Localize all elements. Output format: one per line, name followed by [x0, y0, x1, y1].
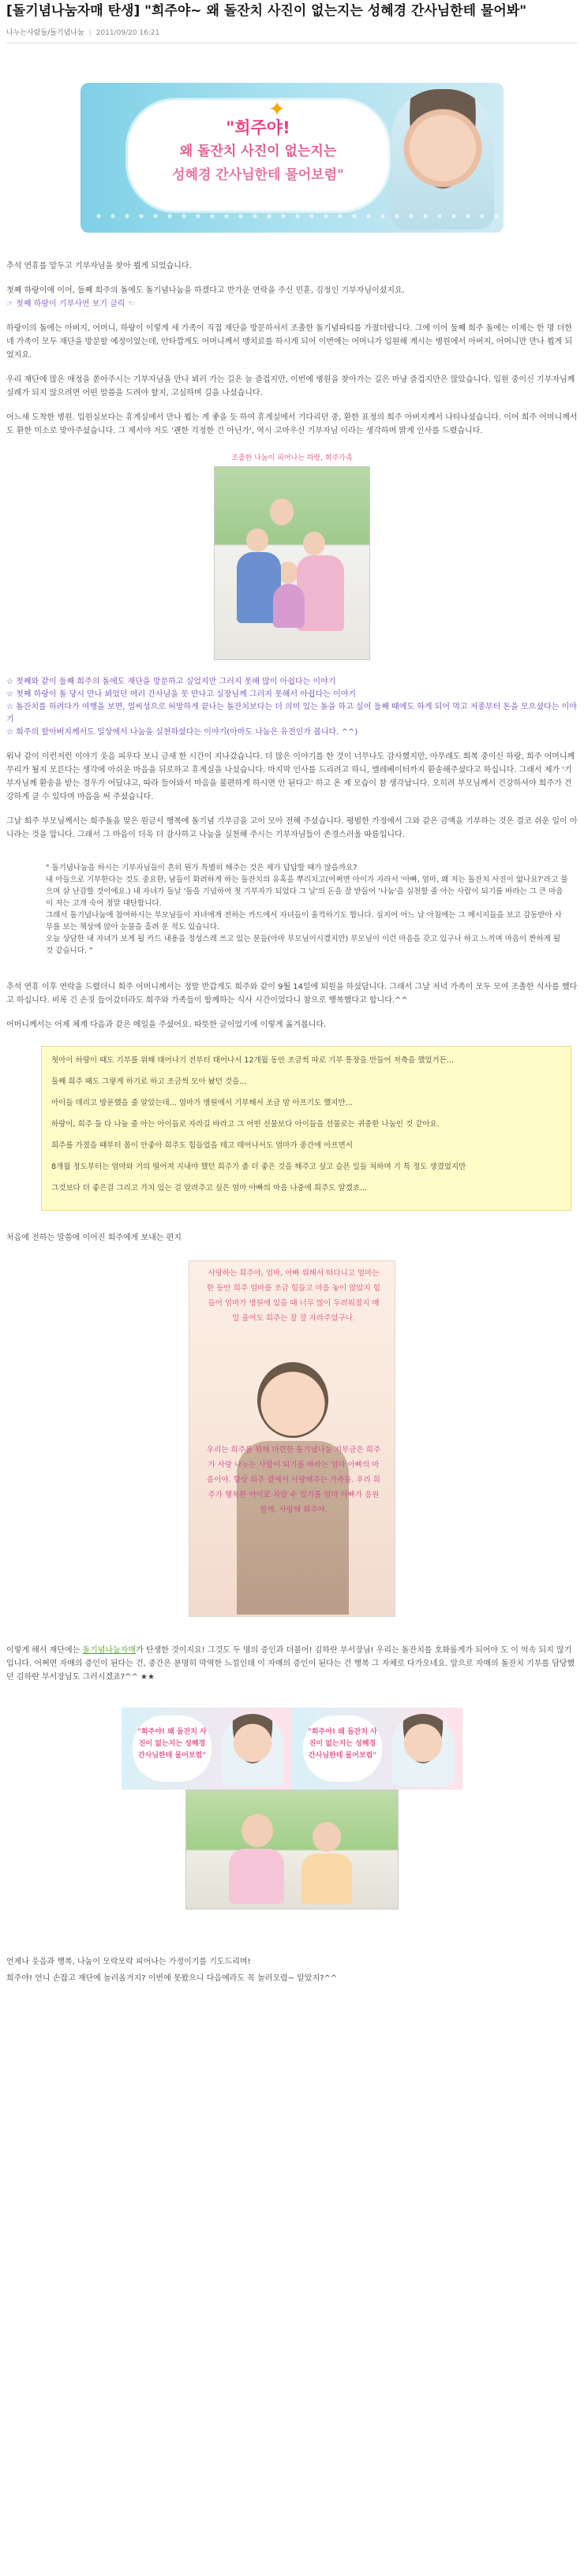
party-horn-icon: ✦: [268, 97, 286, 121]
family-photo: [214, 466, 370, 660]
post-date: 2011/09/20 16:21: [95, 29, 160, 37]
paragraph: 추석 연휴 이후 연락을 드렸더니 희주 어머니께서는 정말 반갑게도 희주와 같이 9월 14일에 퇴원을 하셨답니다. 그래서 그날 저녁 가족이 모두 모여 조촐한 식사를 했다고 하십니다. 비록 긴 손짓 들어갔더라도 희주와 가족들이 함께하는 식사 시간이었다니 참으로 행복했다고 합니다.^^: [6, 982, 578, 1005]
previous-story-link[interactable]: ☞ 첫째 하랑이 기부사연 보기 클릭 ☜: [6, 299, 135, 308]
mini-banner-text: "희주야! 왜 돌잔치 사진이 없는지는 성혜경 간사님한테 물어보렴": [137, 1727, 207, 1760]
mini-banner-left: [122, 1708, 292, 1790]
mini-banner-right: [292, 1708, 462, 1790]
paragraph: 언제나 웃음과 행복, 나눔이 모락모락 피어나는 가정이기를 기도드리며!: [6, 1957, 251, 1966]
photo-caption: 조촐한 나눔이 피어나는 하랑, 희주가족: [231, 454, 353, 462]
category-link[interactable]: 나누는사람들/돌기념나눔: [6, 29, 84, 37]
letter-text-bottom: 우리는 희주를 위해 마련한 돌기념나눔 기부금은 희주가 사랑 나누는 사람이 되기를 바라는 엄마 아빠의 마음이야. 항상 희주 곁에서 사랑해주는 가족들. 우리 희주가 행복한 아이로 자랄 수 있기를 엄마 아빠가 응원할께. 사랑해 희주야.: [207, 1445, 381, 1514]
hero-text: [152, 116, 365, 187]
email-line: 하랑이, 희주 둘 다 나눌 줄 아는 아이들로 자라길 바라고 그 어떤 선물보다 아이들을 선물로는 귀중한 나눔인 것 같아요.: [51, 1119, 440, 1129]
dots-decoration: [92, 209, 502, 225]
paragraph: 어머니께서는 어제 체계 다음과 같은 메일을 주셨어요. 따뜻한 글이었기에 이렇게 옮겨봅니다.: [6, 1020, 327, 1029]
sisters-link[interactable]: 돌기념나눔자매: [82, 1645, 137, 1655]
email-line: 첫아이 하랑이 때도 기부를 위해 태어나기 전부터 태어나서 12개월 동안 조금씩 따로 기부 통장을 만들어 저축을 했었거든...: [51, 1055, 454, 1065]
post-meta: 나누는사람들/돌기념나눔 | 2011/09/20 16:21: [6, 28, 578, 43]
email-line: 희주를 가졌을 때부터 몸이 안좋아 희주도 힘들었을 테고 태어나서도 엄마가 중간에 아프면서: [51, 1141, 353, 1150]
post-title: [돌기념나눔자매 탄생] "희주야~ 왜 돌잔치 사진이 없는지는 성혜경 간사님한테 물어봐": [6, 3, 527, 19]
list-item: ☆ 첫째 하랑이 돌 당시 만나 뵈었던 여러 간사님을 못 만나고 실장님께 그러지 못해서 아쉽다는 이야기: [6, 689, 357, 699]
baby-face: [257, 1362, 328, 1438]
bullet-list: [6, 676, 578, 739]
letter-text-top: 사랑하는 희주야, 엄마, 아빠 위해서 떠다니고 엄마는 한 동안 희주 엄마를 조금 힘들고 마음 놓이 않았지 힘들어 엄마가 병원에 있을 때 너무 많이 두려워졌지 매일 울어도 희주는 잘 잘 자라주었구나.: [207, 1268, 380, 1323]
hero-banner: [80, 83, 504, 233]
list-item: ☆ 첫째와 같이 둘째 희주의 돌에도 재단을 방문하고 싶었지만 그러지 못해 많이 아쉽다는 이야기: [6, 677, 336, 686]
paragraph: 이렇게 해서 재단에는 돌기념나눔자매가 탄생한 것이지요! 그것도 두 명의 증인과 더불어! 김하란 부서장님! 우리는 돌잔치를 호화롭게가 되어야 도 이 억속 되지 않기입니다. 어쩌면 자매의 증인이 된다는 건, 중간은 분명히 막역한 느낌인데 이 자매의 증인이 된다는 건 행복 그 자체로 다가오네요. 앞으로 자매의 돌잔치 기부를 담당했던 김하란 부서장님도 그러시겠죠?^^ ★★: [6, 1645, 575, 1682]
paragraph: 첫째 하랑이에 이어, 둘째 희주의 돌에도 돌기념나눔을 하겠다고 반가운 연락을 주신 민훈, 김정인 기부자님이셨지요. ☞ 첫째 하랑이 기부사연 보기 클릭 ☜: [6, 286, 405, 308]
paragraph: 희주야! 언니 손잡고 재단에 놀러올거지? 이번에 못왔으니 다음에라도 꼭 놀러오렴~ 알았지?^^: [6, 1973, 338, 1983]
paragraph: 우리 재단에 많은 애정을 쏟아주시는 기부자님을 만나 뵈러 가는 길은 늘 즐겁지만, 이번에 병원을 찾아가는 길은 마냥 즐겁지만은 않았습니다. 입원 중이신 기부자님께 실례가 되지 않으려면 어떤 말씀을 드려야 할지, 고심하며 길을 나섰습니다.: [6, 375, 575, 398]
mini-banner-text: "희주야! 왜 돌잔치 사진이 없는지는 성혜경 간사님한테 물어보렴": [308, 1727, 377, 1760]
banner-row: [122, 1708, 462, 1790]
letter-image: [189, 1260, 395, 1617]
list-item: ☆ 돌잔치를 하려다가 여행을 보면, 얼씨성으로 허망하게 끝나는 돌잔치보다는 더 의미 있는 돌을 하고 싶어 둘째 때에도 하게 되어 먹고 저종부터 돈을 모으셨다는 이야기: [6, 702, 577, 724]
hero-line-2: 왜 돌잔치 사진이 없는지는: [179, 143, 337, 159]
email-line: 8개월 정도부터는 엄마와 거의 떨어져 지내야 했던 희주가 좀 더 좋은 것을 해주고 싶고 슬픈 일들 처하며 기 특 정도 생겼었지만: [51, 1162, 466, 1171]
email-line: 둘째 희주 때도 그렇게 하기로 하고 조금씩 모아 놨던 것을...: [51, 1077, 247, 1086]
list-item: ☆ 희주의 할아버지께서도 일상에서 나눔을 실천하셨다는 이야기(아마도 나눔은 유전인가 봅니다. ^^): [6, 727, 358, 737]
baby-photo: [221, 1714, 284, 1786]
email-line: 아이들 데리고 방문했을 줄 알았는데... 엄마가 병원에서 기부해서 조금 맘 아프기도 했지만...: [51, 1098, 353, 1107]
email-line: 그것보다 더 좋은걸 그리고 가치 있는 걸 알려주고 싶은 엄마 아빠의 마음 나중에 희주도 알겠죠...: [51, 1183, 368, 1193]
sisters-photo: [185, 1790, 399, 1910]
baby-photo: [391, 1714, 455, 1786]
quote-block: " 돌기념나눔을 하시는 기부자님들이 흔히 뭔가 특별히 해주는 것은 제가 답답할 때가 많을까요? 내 아들으로 기부한다는 것도 중요한, 남들이 화려하게 하는 돌잔치의 유혹을 뿌리치고(어쩌면 아이가 자라서 '아빠, 엄마, 왜 저는 돌잔치 사진이 없나요?'라고 물으며 살 난감할 것이에요.) 내 자녀가 돌날 '돌을 기념하여 첫 기부자가 되었다 그 날'의 돈을 잘 받들어 '나눔'을 실천할 줄 아는 사람이 되기를 바라는 그 큰 마음이 저는 고개 숙여 정말 대단합니다. 그래서 돌기념나눔에 참여하시는 부모님들이 자녀에게 전하는 카드에서 자녀들이 울컥하기도 합니다. 심지어 어느 날 아침에는 그 메시지들을 보고 감동받아 사무를 보는 책상에 앉아 눈물을 흘려 운 적도 있습니다. 오늘 상담한 내 자녀가 보게 될 카드 내용을 정성스레 쓰고 있는 분들(아마 부모님이시겠지만) 부모님이 이런 마음을 갖고 있구나 하고 느끼며 마음이 짠하게 될 것 같습니다. ": [46, 863, 568, 955]
family-photo-box: [214, 454, 370, 660]
mother-email-box: [41, 1046, 571, 1211]
paragraph: 추석 연휴를 앞두고 기부자님을 찾아 뵙게 되었습니다.: [6, 261, 192, 271]
hero-line-3: 성혜경 간사님한테 물어보렴": [172, 166, 344, 183]
paragraph: 어느새 도착한 병원. 입원실보다는 휴게실에서 만나 뵙는 게 좋을 듯 하여 휴게실에서 기다리던 중, 환한 표정의 희주 아버지께서 나타나셨습니다. 이어 희주 어머니께서도 환한 미소로 맞아주셨습니다. 그 제서야 저도 '괜한 걱정한 건 아닌가', 역시 고마우신 기부자님 이라는 생각하며 밝게 인사를 드렸습니다.: [6, 413, 578, 435]
paragraph: 워낙 같이 이런저런 이야기 웃음 피우다 보니 금새 한 시간이 지나갔습니다. 더 많은 이야기를 한 것이 너무나도 감사했지만, 아무래도 회복 중이신 하랑, 희주 어머니께 무리가 될지 모른다는 생각에 아쉬운 마음을 뒤로하고 휴게실을 나섰습니다. 마지막 인사를 드리려고 하니, 엘레베이터까지 환송해주셨다고 하십니다. 그래서 제가 '기부자님께 환송을 받는 경우가 어딨냐고, 따라 들어와서 마음을 불편하게 하시면 안 된다고' 하고 온 제 모습이 참 생각납니다. 오히려 부모님께서 건강하셔야 희주가 건강하게 클 수 있다며 마음을 써 주셨습니다.: [6, 752, 575, 801]
paragraph: 하랑이의 돌에는 아버지, 어머니, 하랑이 이렇게 세 가족이 직접 재단을 방문하셔서 조촐한 돌기념파티를 가졌더랍니다. 그에 이어 둘째 희주 돌에는 이제는 한 명 더한 네 가족이 모두 재단을 방문할 예정이었는데, 안타깝게도 어머니께서 맹치료를 하시게 되어 이번에는 어머니가 입원해 계시는 병원에서 아버지, 어머니만 만나 뵙게 되었지요.: [6, 323, 573, 360]
paragraph: 그날 희주 부모님께서는 희주돌을 맞은 원금서 행복에 돌기념 기부금을 고이 모아 전해 주셨습니다. 평범한 가정에서 그와 같은 금액을 기부하는 것은 결코 쉬운 일이 아니라는 것을 압니다. 그래서 그 마음이 더욱 더 감사하고 나눔을 실천해 주시는 기부자님들이 존경스러울 따름입니다.: [6, 816, 578, 839]
hero-line-1: "희주야!: [226, 118, 290, 137]
paragraph: 처음에 전하는 말씀에 이어진 희주에게 보내는 편지: [6, 1233, 182, 1242]
